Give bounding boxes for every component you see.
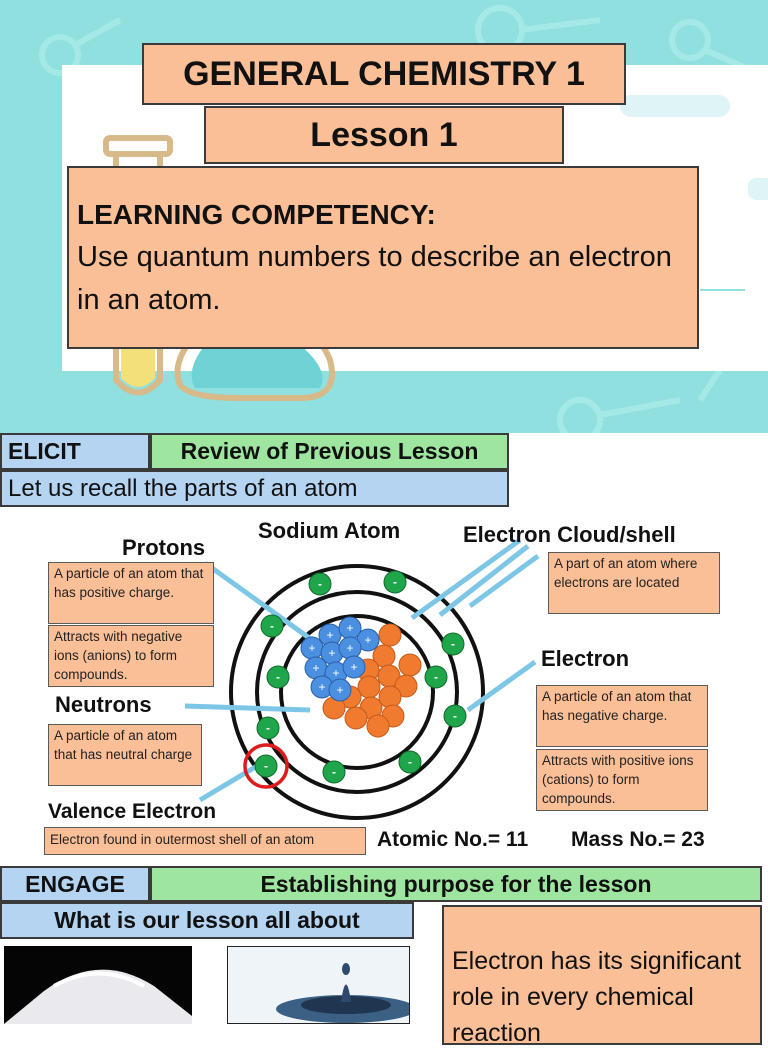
svg-text:+: +	[328, 646, 336, 660]
svg-text:+: +	[332, 666, 340, 680]
svg-text:+: +	[318, 680, 326, 694]
svg-text:+: +	[336, 683, 344, 697]
svg-text:-: -	[393, 575, 397, 589]
neutrons-note: A particle of an atom that has neutral charge	[48, 724, 202, 786]
svg-text:-: -	[318, 577, 322, 591]
svg-text:+: +	[326, 628, 334, 642]
valence-electron-label: Valence Electron	[48, 800, 217, 823]
elicit-title	[150, 433, 509, 470]
protons-label: Protons	[122, 535, 206, 560]
electron-note-1: A particle of an atom that has negative charge.	[536, 685, 708, 747]
competency-box	[67, 166, 699, 349]
salt-image	[4, 946, 192, 1024]
engage-subtitle-label: What is our lesson all about	[54, 907, 360, 933]
elicit-prompt-label: Let us recall the parts of an atom	[8, 475, 358, 502]
electron-note-2: Attracts with positive ions (cations) to form compounds.	[536, 749, 708, 811]
cloud-note: A part of an atom where electrons are located	[548, 552, 720, 614]
svg-text:-: -	[264, 759, 268, 773]
valence-note: Electron found in outermost shell of an atom	[44, 827, 366, 855]
elicit-tag	[0, 433, 150, 470]
engage-text: Electron has its significant role in every chemical reaction	[452, 947, 742, 1047]
protons-note-1: A particle of an atom that has positive charge.	[48, 562, 214, 624]
mass-number: Mass No.= 23	[571, 828, 705, 851]
water-drop-image	[227, 946, 410, 1024]
competency-text: Use quantum numbers to describe an electron in an atom.	[77, 241, 672, 316]
atomic-number: Atomic No.= 11	[377, 828, 529, 851]
svg-text:-: -	[276, 670, 280, 684]
elicit-tag-label: ELICIT	[8, 438, 81, 464]
electron-label: Electron	[541, 646, 630, 671]
electron-cloud-label: Electron Cloud/shell	[463, 522, 676, 547]
svg-text:-: -	[266, 721, 270, 735]
header-banner	[0, 0, 768, 433]
engage-tag-label: ENGAGE	[25, 871, 125, 897]
svg-text:-: -	[451, 637, 455, 651]
svg-text:-: -	[453, 709, 457, 723]
engage-title-label: Establishing purpose for the lesson	[260, 871, 652, 897]
atom-title: Sodium Atom	[258, 518, 401, 543]
course-title: GENERAL CHEMISTRY 1	[183, 55, 585, 93]
neutrons-label: Neutrons	[55, 692, 152, 717]
svg-text:+: +	[308, 641, 316, 655]
svg-text:-: -	[434, 670, 438, 684]
svg-text:+: +	[350, 660, 358, 674]
competency-heading: LEARNING COMPETENCY:	[77, 199, 436, 230]
engage-text-box	[442, 905, 762, 1045]
protons-note-2: Attracts with negative ions (anions) to form compounds.	[48, 625, 214, 687]
svg-text:+: +	[346, 621, 354, 635]
elicit-prompt	[0, 470, 509, 507]
svg-text:+: +	[346, 641, 354, 655]
svg-text:-: -	[332, 765, 336, 779]
course-title-box	[142, 43, 626, 105]
elicit-title-label: Review of Previous Lesson	[180, 438, 479, 464]
svg-text:+: +	[312, 661, 320, 675]
svg-text:+: +	[364, 633, 372, 647]
svg-text:-: -	[270, 619, 274, 633]
svg-text:-: -	[408, 755, 412, 769]
engage-subtitle	[0, 902, 414, 939]
engage-title	[150, 866, 762, 902]
lesson-label: Lesson 1	[310, 116, 458, 154]
lesson-box	[204, 106, 564, 164]
engage-tag	[0, 866, 150, 902]
